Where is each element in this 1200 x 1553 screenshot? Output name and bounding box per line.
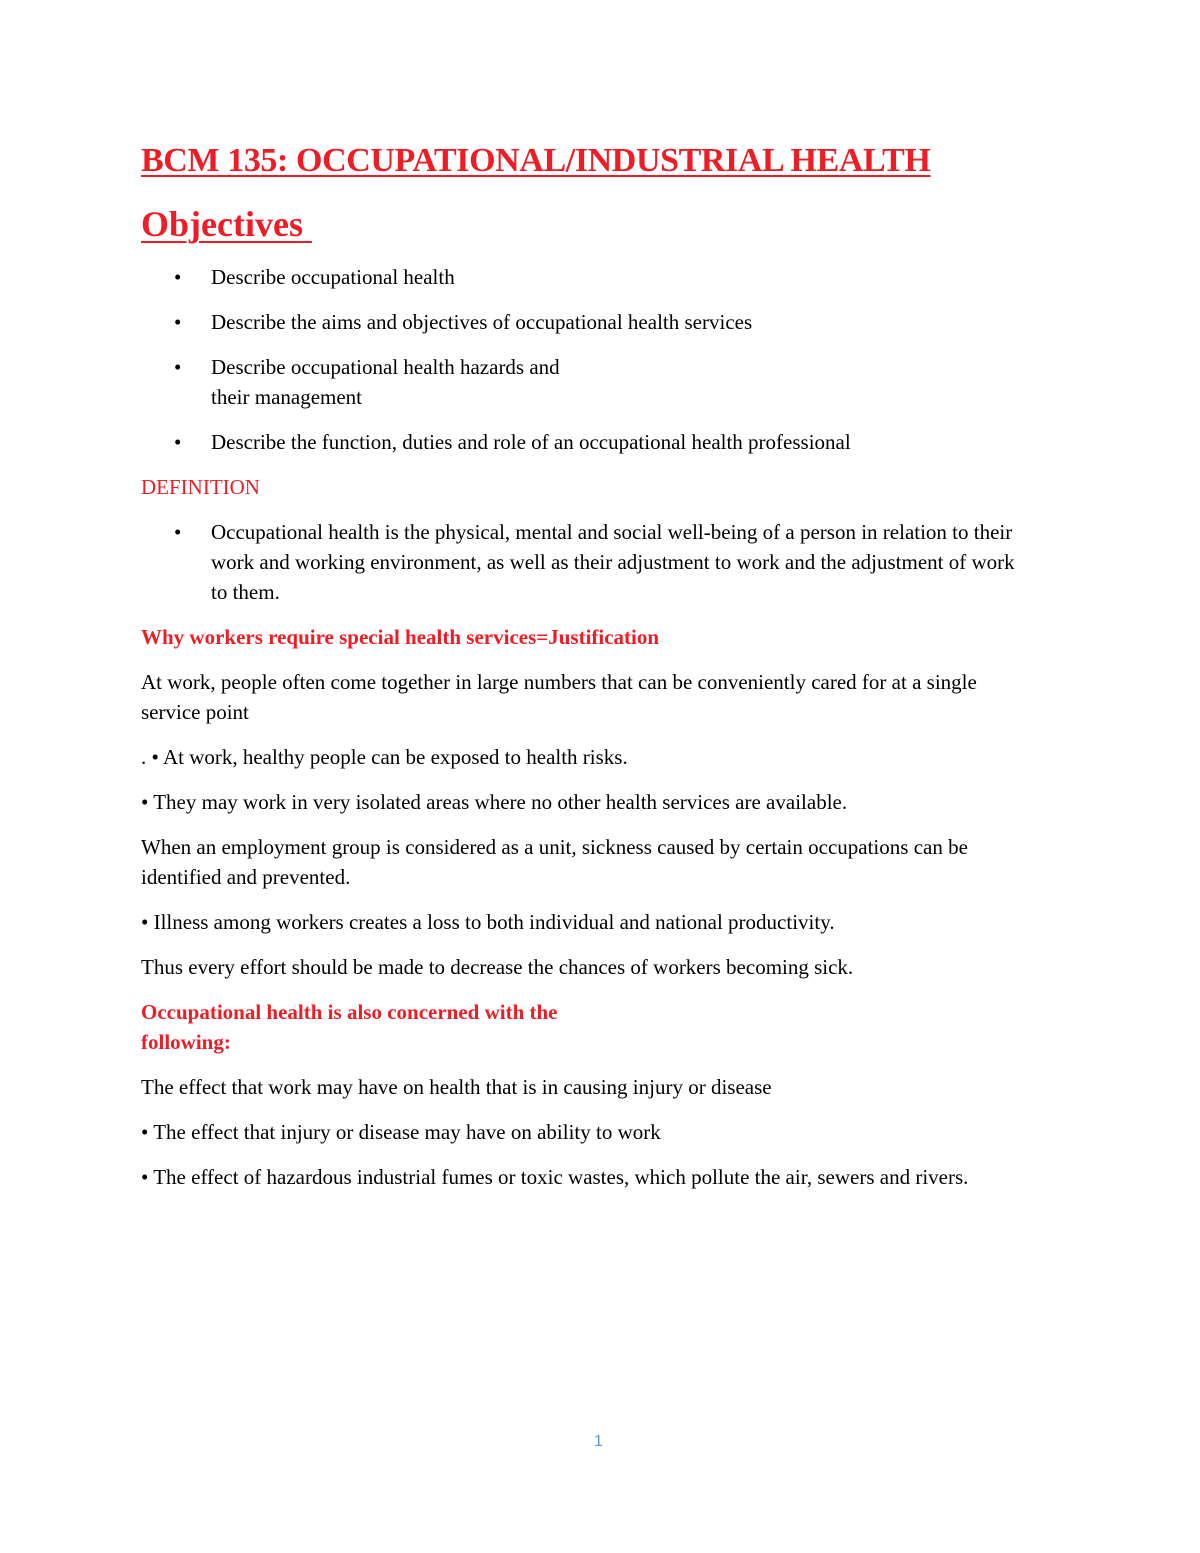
justification-paragraph: At work, people often come together in large numbers that can be conveniently cared for at a single service point (141, 670, 977, 724)
objective-text: Describe occupational health hazards and their management (211, 355, 560, 409)
concerns-paragraph: • The effect that injury or disease may have on ability to work (141, 1120, 661, 1144)
concerns-heading: Occupational health is also concerned with the following: (141, 1000, 558, 1054)
bullet-icon: • (174, 265, 182, 289)
bullet-icon: • (174, 310, 182, 334)
list-item (141, 262, 1061, 292)
list-item (141, 352, 1061, 412)
objectives-list (141, 262, 1061, 457)
list-item (141, 517, 1036, 607)
concerns-paragraph: The effect that work may have on health that is in causing injury or disease (141, 1075, 772, 1099)
bullet-icon: • (174, 430, 182, 454)
justification-paragraph: • They may work in very isolated areas where no other health services are available. (141, 790, 848, 814)
list-item (141, 427, 1061, 457)
justification-heading: Why workers require special health services=Justification (141, 625, 660, 649)
objective-text: Describe the aims and objectives of occupational health services (211, 310, 753, 334)
list-item (141, 307, 1061, 337)
page-number: 1 (594, 1433, 603, 1450)
objective-text: Describe the function, duties and role of an occupational health professional (211, 430, 851, 454)
definition-label: DEFINITION (141, 475, 260, 499)
definition-text: Occupational health is the physical, mental and social well-being of a person in relation to their work and working environment, as well as their adjustment to work and the adjustment of work to them. (211, 520, 1015, 604)
objectives-heading: Objectives (141, 204, 312, 244)
justification-paragraph: When an employment group is considered as a unit, sickness caused by certain occupations can be identified and prevented. (141, 835, 968, 889)
concerns-paragraph: • The effect of hazardous industrial fumes or toxic wastes, which pollute the air, sewers and rivers. (141, 1165, 969, 1189)
document-body (141, 262, 1061, 1207)
objective-text: Describe occupational health (211, 265, 455, 289)
definition-list (141, 517, 1061, 607)
justification-paragraph: . • At work, healthy people can be exposed to health risks. (141, 745, 628, 769)
justification-paragraph: • Illness among workers creates a loss to both individual and national productivity. (141, 910, 835, 934)
justification-paragraph: Thus every effort should be made to decrease the chances of workers becoming sick. (141, 955, 854, 979)
document-title: BCM 135: OCCUPATIONAL/INDUSTRIAL HEALTH (141, 142, 931, 179)
bullet-icon: • (174, 520, 182, 544)
bullet-icon: • (174, 355, 182, 379)
